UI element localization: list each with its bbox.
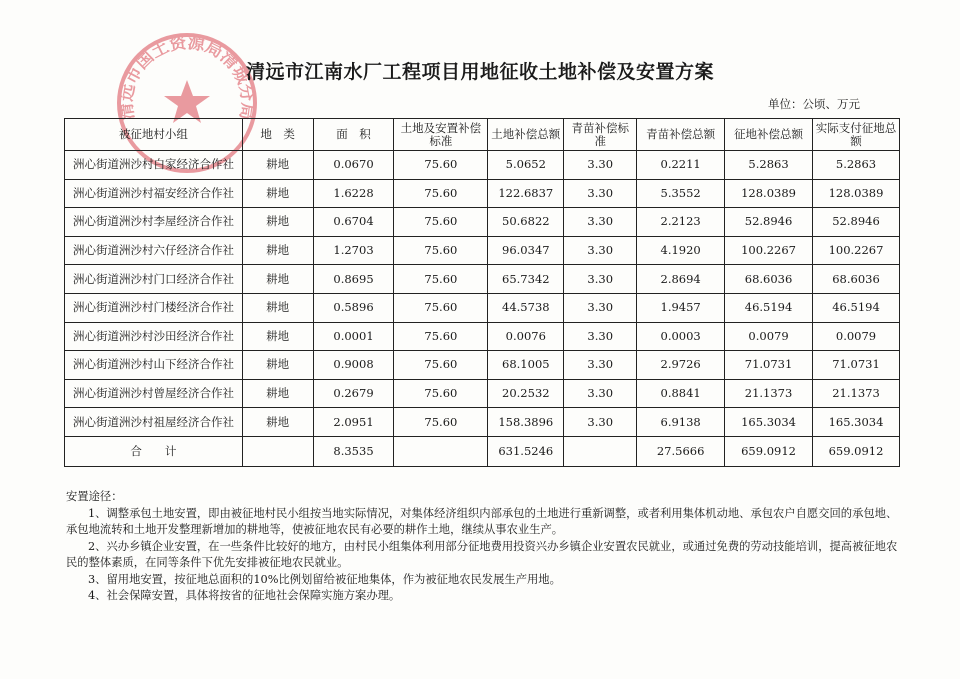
cell-crop-total: 2.8694 bbox=[637, 265, 725, 294]
header-paid-total: 实际支付征地总额 bbox=[813, 119, 900, 151]
cell-land-total: 50.6822 bbox=[488, 208, 564, 237]
cell-land-type: 耕地 bbox=[242, 408, 313, 437]
header-area: 面 积 bbox=[313, 119, 394, 151]
cell-paid-total: 100.2267 bbox=[813, 236, 900, 265]
total-comp: 659.0912 bbox=[725, 436, 813, 466]
cell-paid-total: 128.0389 bbox=[813, 179, 900, 208]
cell-village: 洲心街道洲沙村白家经济合作社 bbox=[65, 151, 243, 180]
cell-crop-total: 0.8841 bbox=[637, 379, 725, 408]
cell-total-comp: 71.0731 bbox=[725, 351, 813, 380]
table-row bbox=[65, 408, 900, 437]
cell-village: 洲心街道洲沙村门口经济合作社 bbox=[65, 265, 243, 294]
cell-crop-standard: 3.30 bbox=[564, 322, 637, 351]
cell-land-total: 65.7342 bbox=[488, 265, 564, 294]
cell-area: 2.0951 bbox=[313, 408, 394, 437]
cell-village: 洲心街道洲沙村福安经济合作社 bbox=[65, 179, 243, 208]
cell-crop-standard: 3.30 bbox=[564, 293, 637, 322]
cell-land-standard: 75.60 bbox=[394, 408, 488, 437]
seal-star-icon bbox=[164, 80, 210, 123]
cell-land-standard: 75.60 bbox=[394, 236, 488, 265]
cell-village: 洲心街道洲沙村山下经济合作社 bbox=[65, 351, 243, 380]
total-row bbox=[65, 436, 900, 466]
cell-crop-total: 0.2211 bbox=[637, 151, 725, 180]
cell-land-type: 耕地 bbox=[242, 293, 313, 322]
cell-land-type: 耕地 bbox=[242, 265, 313, 294]
cell-land-standard: 75.60 bbox=[394, 293, 488, 322]
cell-area: 0.5896 bbox=[313, 293, 394, 322]
cell-area: 0.9008 bbox=[313, 351, 394, 380]
cell-land-type: 耕地 bbox=[242, 236, 313, 265]
cell-crop-total: 5.3552 bbox=[637, 179, 725, 208]
cell-crop-standard: 3.30 bbox=[564, 408, 637, 437]
header-land-type: 地 类 bbox=[242, 119, 313, 151]
cell-village: 洲心街道洲沙村六仔经济合作社 bbox=[65, 236, 243, 265]
table-row bbox=[65, 208, 900, 237]
svg-text:清远市国土资源局清城分局: 清远市国土资源局清城分局 bbox=[116, 32, 258, 122]
cell-village: 洲心街道洲沙村曾屋经济合作社 bbox=[65, 379, 243, 408]
cell-area: 1.6228 bbox=[313, 179, 394, 208]
cell-paid-total: 21.1373 bbox=[813, 379, 900, 408]
header-land-standard: 土地及安置补偿标准 bbox=[394, 119, 488, 151]
cell-land-standard: 75.60 bbox=[394, 322, 488, 351]
cell-total-comp: 68.6036 bbox=[725, 265, 813, 294]
table-row bbox=[65, 351, 900, 380]
table-row bbox=[65, 265, 900, 294]
cell-area: 0.0670 bbox=[313, 151, 394, 180]
cell-village: 洲心街道洲沙村门楼经济合作社 bbox=[65, 293, 243, 322]
cell-village: 洲心街道洲沙村沙田经济合作社 bbox=[65, 322, 243, 351]
cell-crop-total: 6.9138 bbox=[637, 408, 725, 437]
cell-land-total: 122.6837 bbox=[488, 179, 564, 208]
cell-area: 0.2679 bbox=[313, 379, 394, 408]
cell-land-total: 5.0652 bbox=[488, 151, 564, 180]
document-title: 清远市江南水厂工程项目用地征收土地补偿及安置方案 bbox=[245, 61, 714, 83]
cell-crop-standard: 3.30 bbox=[564, 179, 637, 208]
cell-land-standard: 75.60 bbox=[394, 179, 488, 208]
total-label: 合 计 bbox=[65, 436, 243, 466]
cell-land-total: 68.1005 bbox=[488, 351, 564, 380]
cell-crop-standard: 3.30 bbox=[564, 151, 637, 180]
cell-area: 0.6704 bbox=[313, 208, 394, 237]
cell-paid-total: 46.5194 bbox=[813, 293, 900, 322]
cell-total-comp: 46.5194 bbox=[725, 293, 813, 322]
cell-total-comp: 128.0389 bbox=[725, 179, 813, 208]
notes-heading: 安置途径： bbox=[66, 490, 123, 503]
cell-total-comp: 52.8946 bbox=[725, 208, 813, 237]
cell-crop-total: 2.9726 bbox=[637, 351, 725, 380]
compensation-table bbox=[64, 118, 900, 467]
cell-land-total: 158.3896 bbox=[488, 408, 564, 437]
cell-area: 1.2703 bbox=[313, 236, 394, 265]
cell-land-total: 96.0347 bbox=[488, 236, 564, 265]
cell-land-standard: 75.60 bbox=[394, 379, 488, 408]
note-item: 4、社会保障安置，具体将按省的征地社会保障实施方案办理。 bbox=[88, 589, 401, 602]
cell-total-comp: 165.3034 bbox=[725, 408, 813, 437]
table-row bbox=[65, 379, 900, 408]
header-crop-standard: 青苗补偿标准 bbox=[564, 119, 637, 151]
cell-land-type: 耕地 bbox=[242, 351, 313, 380]
cell-land-total: 20.2532 bbox=[488, 379, 564, 408]
cell-land-total: 0.0076 bbox=[488, 322, 564, 351]
cell-land-total: 44.5738 bbox=[488, 293, 564, 322]
cell-land-type: 耕地 bbox=[242, 179, 313, 208]
cell-paid-total: 5.2863 bbox=[813, 151, 900, 180]
cell-crop-standard: 3.30 bbox=[564, 236, 637, 265]
cell-land-standard: 75.60 bbox=[394, 265, 488, 294]
total-cell bbox=[242, 436, 313, 466]
cell-land-standard: 75.60 bbox=[394, 151, 488, 180]
cell-crop-total: 1.9457 bbox=[637, 293, 725, 322]
cell-crop-total: 2.2123 bbox=[637, 208, 725, 237]
total-cell bbox=[394, 436, 488, 466]
total-area: 8.3535 bbox=[313, 436, 394, 466]
table-header-row bbox=[65, 119, 900, 151]
cell-total-comp: 0.0079 bbox=[725, 322, 813, 351]
cell-crop-total: 4.1920 bbox=[637, 236, 725, 265]
cell-paid-total: 52.8946 bbox=[813, 208, 900, 237]
table-row bbox=[65, 179, 900, 208]
note-item: 3、留用地安置，按征地总面积的10%比例划留给被征地集体，作为被征地农民发展生产用地。 bbox=[88, 572, 561, 586]
cell-paid-total: 68.6036 bbox=[813, 265, 900, 294]
cell-land-standard: 75.60 bbox=[394, 351, 488, 380]
table-row bbox=[65, 322, 900, 351]
cell-crop-standard: 3.30 bbox=[564, 208, 637, 237]
cell-land-type: 耕地 bbox=[242, 322, 313, 351]
total-cell bbox=[564, 436, 637, 466]
header-village: 被征地村小组 bbox=[65, 119, 243, 151]
total-crop-comp: 27.5666 bbox=[637, 436, 725, 466]
cell-paid-total: 71.0731 bbox=[813, 351, 900, 380]
note-item: 1、调整承包土地安置，即由被征地村民小组按当地实际情况，对集体经济组织内部承包的土地进行重新调整，或者利用集体机动地、承包农户自愿交回的承包地、承包地流转和土地开发整理新增加的耕地等，使被征地农民有必要的耕作土地，继续从事农业生产。 bbox=[66, 506, 898, 536]
header-total-comp: 征地补偿总额 bbox=[725, 119, 813, 151]
cell-crop-standard: 3.30 bbox=[564, 379, 637, 408]
unit-label: 单位：公顷、万元 bbox=[768, 97, 860, 111]
note-item: 2、兴办乡镇企业安置，在一些条件比较好的地方，由村民小组集体利用部分征地费用投资兴办乡镇企业安置农民就业，或通过免费的劳动技能培训，提高被征地农民的整体素质，在同等条件下优先安排被征地农民就业。 bbox=[66, 539, 898, 569]
cell-crop-standard: 3.30 bbox=[564, 265, 637, 294]
cell-village: 洲心街道洲沙村李屋经济合作社 bbox=[65, 208, 243, 237]
header-crop-total: 青苗补偿总额 bbox=[637, 119, 725, 151]
header-land-total: 土地补偿总额 bbox=[488, 119, 564, 151]
total-paid: 659.0912 bbox=[813, 436, 900, 466]
table-row bbox=[65, 293, 900, 322]
table-row bbox=[65, 236, 900, 265]
cell-land-type: 耕地 bbox=[242, 208, 313, 237]
cell-land-standard: 75.60 bbox=[394, 208, 488, 237]
cell-crop-total: 0.0003 bbox=[637, 322, 725, 351]
cell-land-type: 耕地 bbox=[242, 379, 313, 408]
cell-paid-total: 0.0079 bbox=[813, 322, 900, 351]
cell-total-comp: 100.2267 bbox=[725, 236, 813, 265]
cell-paid-total: 165.3034 bbox=[813, 408, 900, 437]
cell-area: 0.0001 bbox=[313, 322, 394, 351]
cell-area: 0.8695 bbox=[313, 265, 394, 294]
total-land-comp: 631.5246 bbox=[488, 436, 564, 466]
cell-total-comp: 5.2863 bbox=[725, 151, 813, 180]
cell-village: 洲心街道洲沙村祖屋经济合作社 bbox=[65, 408, 243, 437]
cell-total-comp: 21.1373 bbox=[725, 379, 813, 408]
cell-crop-standard: 3.30 bbox=[564, 351, 637, 380]
cell-land-type: 耕地 bbox=[242, 151, 313, 180]
resettlement-notes bbox=[66, 489, 900, 605]
table-row bbox=[65, 151, 900, 180]
